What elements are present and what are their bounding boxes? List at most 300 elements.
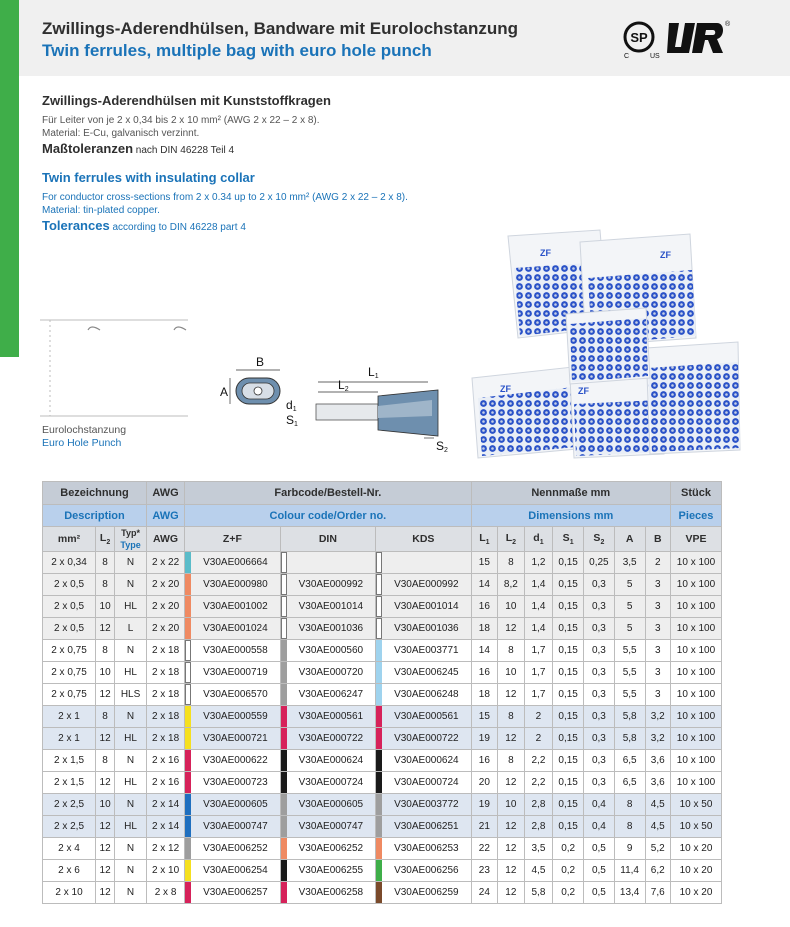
- table-cell: 10: [96, 596, 115, 618]
- section-heading-en: Twin ferrules with insulating collar: [42, 170, 255, 185]
- tolerances-de: Maßtoleranzen nach DIN 46228 Teil 4: [42, 141, 235, 156]
- col-header-colour: Colour code/Order no.: [185, 505, 471, 527]
- svg-text:L1: L1: [368, 365, 379, 380]
- table-cell: 2 x 0,5: [43, 618, 96, 640]
- table-cell: HL: [115, 662, 147, 684]
- table-cell: 12: [498, 728, 525, 750]
- table-cell: 0,5: [584, 882, 615, 904]
- table-cell: 0,15: [553, 772, 584, 794]
- table-cell: 12: [96, 684, 115, 706]
- col-header-dimensions: Dimensions mm: [471, 505, 670, 527]
- material-en: Material: tin-plated copper.: [42, 205, 160, 216]
- table-cell: 2 x 20: [146, 596, 184, 618]
- table-cell: 8: [498, 750, 525, 772]
- order-number-cell: V30AE000561: [376, 706, 472, 728]
- table-row: [43, 882, 722, 904]
- table-cell: 20: [471, 772, 498, 794]
- table-cell: 0,15: [553, 574, 584, 596]
- col-header-awg-en: AWG: [146, 505, 184, 527]
- table-cell: 2 x 14: [146, 816, 184, 838]
- table-cell: 2 x 6: [43, 860, 96, 882]
- table-cell: 0,3: [584, 618, 615, 640]
- svg-text:ZF: ZF: [578, 386, 589, 396]
- table-cell: 2 x 0,75: [43, 662, 96, 684]
- table-cell: 10 x 100: [670, 552, 721, 574]
- order-number-cell: V30AE000605: [280, 794, 375, 816]
- column-label: $d_1$: [524, 527, 553, 552]
- table-cell: 2 x 1,5: [43, 772, 96, 794]
- table-cell: 3,5: [614, 552, 645, 574]
- table-cell: 23: [471, 860, 498, 882]
- column-label: $L_1$: [471, 527, 498, 552]
- table-cell: 2 x 16: [146, 772, 184, 794]
- table-cell: 5: [614, 618, 645, 640]
- order-number-cell: V30AE006251: [376, 816, 472, 838]
- table-row: [43, 860, 722, 882]
- table-cell: 0,25: [584, 552, 615, 574]
- table-cell: 10 x 50: [670, 794, 721, 816]
- table-cell: 12: [96, 772, 115, 794]
- table-cell: 0,15: [553, 706, 584, 728]
- order-number-cell: V30AE000624: [376, 750, 472, 772]
- table-cell: 2 x 2,5: [43, 816, 96, 838]
- order-number-cell: V30AE000721: [185, 728, 280, 750]
- table-cell: 10 x 100: [670, 772, 721, 794]
- table-cell: 12: [498, 838, 525, 860]
- table-cell: N: [115, 574, 147, 596]
- table-cell: 16: [471, 596, 498, 618]
- table-cell: 10 x 100: [670, 662, 721, 684]
- order-number-cell: V30AE000980: [185, 574, 280, 596]
- table-cell: 2 x 4: [43, 838, 96, 860]
- material-de: Material: E-Cu, galvanisch verzinnt.: [42, 128, 200, 139]
- table-cell: 3: [645, 684, 670, 706]
- col-header-nennmasse: Nennmaße mm: [471, 482, 670, 505]
- table-cell: 0,3: [584, 772, 615, 794]
- table-cell: 0,15: [553, 816, 584, 838]
- column-label: KDS: [376, 527, 472, 552]
- table-cell: 2 x 0,5: [43, 574, 96, 596]
- table-cell: 1,7: [524, 662, 553, 684]
- order-number-cell: V30AE000723: [185, 772, 280, 794]
- table-cell: 1,7: [524, 640, 553, 662]
- table-cell: 2,2: [524, 750, 553, 772]
- order-number-cell: V30AE001002: [185, 596, 280, 618]
- table-cell: 0,15: [553, 728, 584, 750]
- table-cell: 2 x 22: [146, 552, 184, 574]
- table-cell: 0,5: [584, 838, 615, 860]
- order-number-cell: V30AE003772: [376, 794, 472, 816]
- table-cell: 5,5: [614, 662, 645, 684]
- hang-hole-icon: [88, 327, 100, 330]
- table-cell: N: [115, 794, 147, 816]
- col-header-bezeichnung: Bezeichnung: [43, 482, 147, 505]
- accent-bar: [0, 0, 19, 357]
- svg-text:ZF: ZF: [660, 250, 671, 260]
- svg-text:C: C: [624, 53, 630, 59]
- table-column-labels: [43, 527, 722, 552]
- table-cell: N: [115, 860, 147, 882]
- euro-hole-punch-diagram: [40, 318, 188, 418]
- table-cell: 2 x 0,34: [43, 552, 96, 574]
- col-header-description: Description: [43, 505, 147, 527]
- table-row: [43, 816, 722, 838]
- table-cell: 2,2: [524, 772, 553, 794]
- table-cell: HL: [115, 816, 147, 838]
- order-number-cell: V30AE006664: [185, 552, 280, 574]
- table-cell: 8: [498, 552, 525, 574]
- table-row: [43, 640, 722, 662]
- product-bags-photo: [470, 228, 742, 460]
- svg-text:SP: SP: [630, 30, 648, 45]
- table-cell: 10: [498, 662, 525, 684]
- table-cell: 10 x 100: [670, 728, 721, 750]
- order-number-cell: V30AE001036: [376, 618, 472, 640]
- table-cell: 8: [614, 816, 645, 838]
- svg-text:ZF: ZF: [540, 248, 551, 258]
- table-cell: 12: [498, 772, 525, 794]
- ferrule-dimension-diagram: [218, 352, 458, 456]
- table-cell: 24: [471, 882, 498, 904]
- table-cell: 10 x 100: [670, 706, 721, 728]
- order-number-cell: V30AE000720: [280, 662, 375, 684]
- table-cell: 1,4: [524, 596, 553, 618]
- table-cell: 8: [614, 794, 645, 816]
- table-cell: 3,2: [645, 728, 670, 750]
- table-cell: 19: [471, 728, 498, 750]
- table-cell: 5,8: [524, 882, 553, 904]
- table-cell: 0,3: [584, 750, 615, 772]
- table-cell: 10 x 20: [670, 838, 721, 860]
- table-cell: 12: [498, 816, 525, 838]
- table-cell: 3,6: [645, 772, 670, 794]
- order-number-cell: V30AE006245: [376, 662, 472, 684]
- table-cell: 12: [498, 882, 525, 904]
- order-number-cell: V30AE006257: [185, 882, 280, 904]
- table-cell: 8,2: [498, 574, 525, 596]
- table-cell: 1,4: [524, 574, 553, 596]
- table-cell: 3: [645, 574, 670, 596]
- table-cell: 14: [471, 640, 498, 662]
- order-number-cell: V30AE000992: [280, 574, 375, 596]
- table-cell: 12: [96, 816, 115, 838]
- table-cell: 8: [96, 552, 115, 574]
- table-cell: 3,5: [524, 838, 553, 860]
- table-cell: 5,5: [614, 640, 645, 662]
- table-cell: N: [115, 640, 147, 662]
- table-cell: 2,8: [524, 816, 553, 838]
- table-header-en: [43, 505, 722, 527]
- table-cell: 0,15: [553, 684, 584, 706]
- svg-text:®: ®: [725, 21, 731, 28]
- column-label: VPE: [670, 527, 721, 552]
- table-cell: 7,6: [645, 882, 670, 904]
- order-number-cell: V30AE000558: [185, 640, 280, 662]
- order-number-cell: V30AE000622: [185, 750, 280, 772]
- table-cell: 0,15: [553, 794, 584, 816]
- table-cell: 2 x 16: [146, 750, 184, 772]
- table-cell: 12: [96, 618, 115, 640]
- table-cell: 19: [471, 794, 498, 816]
- order-number-cell: V30AE000724: [376, 772, 472, 794]
- table-cell: 3: [645, 662, 670, 684]
- order-number-cell: V30AE006253: [376, 838, 472, 860]
- order-number-cell: V30AE006252: [280, 838, 375, 860]
- table-cell: 1,2: [524, 552, 553, 574]
- table-cell: 3,2: [645, 706, 670, 728]
- table-cell: 0,4: [584, 816, 615, 838]
- table-cell: 8: [498, 706, 525, 728]
- table-row: [43, 728, 722, 750]
- table-cell: 18: [471, 618, 498, 640]
- table-cell: 0,15: [553, 618, 584, 640]
- table-row: [43, 750, 722, 772]
- csa-mark-icon: [624, 23, 660, 59]
- table-cell: HL: [115, 772, 147, 794]
- order-number-cell: V30AE000560: [280, 640, 375, 662]
- table-cell: 2 x 0,5: [43, 596, 96, 618]
- column-label: $L_2$: [96, 527, 115, 552]
- table-cell: 10: [498, 794, 525, 816]
- order-number-cell: V30AE000992: [376, 574, 472, 596]
- column-label: B: [645, 527, 670, 552]
- table-cell: 2 x 20: [146, 618, 184, 640]
- table-row: [43, 596, 722, 618]
- svg-text:B: B: [256, 355, 265, 369]
- table-cell: 8: [96, 706, 115, 728]
- table-cell: 8: [498, 640, 525, 662]
- order-number-cell: V30AE006256: [376, 860, 472, 882]
- table-cell: 12: [498, 618, 525, 640]
- conductor-range-en: For conductor cross-sections from 2 x 0.34 up to 2 x 10 mm² (AWG 2 x 22 – 2 x 8).: [42, 192, 408, 203]
- table-cell: 2 x 2,5: [43, 794, 96, 816]
- table-cell: 5,8: [614, 706, 645, 728]
- table-cell: 0,2: [553, 860, 584, 882]
- table-cell: 2 x 18: [146, 684, 184, 706]
- table-cell: HL: [115, 728, 147, 750]
- table-row: [43, 706, 722, 728]
- table-cell: 10 x 100: [670, 684, 721, 706]
- table-cell: 2: [524, 728, 553, 750]
- table-cell: 2 x 8: [146, 882, 184, 904]
- table-cell: 5: [614, 596, 645, 618]
- order-number-cell: V30AE006259: [376, 882, 472, 904]
- table-cell: 2 x 12: [146, 838, 184, 860]
- order-number-cell: V30AE000624: [280, 750, 375, 772]
- column-label: Z+F: [185, 527, 280, 552]
- order-number-cell: V30AE000605: [185, 794, 280, 816]
- col-header-farbcode: Farbcode/Bestell-Nr.: [185, 482, 471, 505]
- order-number-cell: V30AE000747: [280, 816, 375, 838]
- table-cell: L: [115, 618, 147, 640]
- order-number-cell: [376, 552, 472, 574]
- order-number-cell: V30AE006570: [185, 684, 280, 706]
- table-cell: N: [115, 552, 147, 574]
- table-cell: 9: [614, 838, 645, 860]
- table-cell: 0,3: [584, 706, 615, 728]
- table-cell: 10 x 100: [670, 596, 721, 618]
- column-label: $S_2$: [584, 527, 615, 552]
- table-row: [43, 552, 722, 574]
- ul-recognized-icon: [667, 20, 731, 53]
- order-number-cell: [280, 552, 375, 574]
- table-cell: 12: [498, 684, 525, 706]
- order-number-cell: V30AE000719: [185, 662, 280, 684]
- table-row: [43, 618, 722, 640]
- product-table: [42, 481, 722, 904]
- table-cell: 0,2: [553, 882, 584, 904]
- order-number-cell: V30AE001036: [280, 618, 375, 640]
- table-cell: 2 x 20: [146, 574, 184, 596]
- table-cell: 0,4: [584, 794, 615, 816]
- table-cell: 12: [96, 882, 115, 904]
- order-number-cell: V30AE000561: [280, 706, 375, 728]
- table-cell: 0,3: [584, 596, 615, 618]
- table-cell: 10 x 100: [670, 618, 721, 640]
- table-cell: 10 x 20: [670, 882, 721, 904]
- table-cell: N: [115, 838, 147, 860]
- column-label: AWG: [146, 527, 184, 552]
- svg-text:L2: L2: [338, 378, 349, 393]
- order-number-cell: V30AE006254: [185, 860, 280, 882]
- table-cell: 8: [96, 750, 115, 772]
- table-row: [43, 662, 722, 684]
- table-cell: 2: [524, 706, 553, 728]
- table-cell: 6,5: [614, 750, 645, 772]
- table-cell: 14: [471, 574, 498, 596]
- table-cell: 0,3: [584, 684, 615, 706]
- punch-label-de: Eurolochstanzung: [42, 424, 127, 436]
- table-cell: 10 x 100: [670, 640, 721, 662]
- table-cell: 0,3: [584, 640, 615, 662]
- table-cell: 16: [471, 750, 498, 772]
- table-cell: 0,15: [553, 596, 584, 618]
- svg-text:S1: S1: [286, 413, 298, 428]
- column-label: $S_1$: [553, 527, 584, 552]
- table-cell: 3: [645, 640, 670, 662]
- table-cell: 2: [645, 552, 670, 574]
- table-cell: 4,5: [645, 794, 670, 816]
- table-cell: 12: [498, 860, 525, 882]
- table-cell: 5,8: [614, 728, 645, 750]
- table-cell: 0,15: [553, 662, 584, 684]
- order-number-cell: V30AE001014: [376, 596, 472, 618]
- order-number-cell: V30AE000724: [280, 772, 375, 794]
- order-number-cell: V30AE000559: [185, 706, 280, 728]
- table-cell: 4,5: [524, 860, 553, 882]
- table-row: [43, 838, 722, 860]
- table-cell: 2 x 1: [43, 706, 96, 728]
- table-cell: 2 x 18: [146, 662, 184, 684]
- table-cell: 2 x 1: [43, 728, 96, 750]
- table-cell: 18: [471, 684, 498, 706]
- table-cell: 21: [471, 816, 498, 838]
- table-cell: 0,3: [584, 728, 615, 750]
- table-cell: 1,7: [524, 684, 553, 706]
- table-cell: 0,5: [584, 860, 615, 882]
- table-cell: 2,8: [524, 794, 553, 816]
- table-cell: 2 x 0,75: [43, 640, 96, 662]
- table-cell: 5,5: [614, 684, 645, 706]
- svg-text:ZF: ZF: [500, 384, 511, 394]
- table-row: [43, 684, 722, 706]
- table-cell: 2 x 18: [146, 728, 184, 750]
- column-label: $L_2$: [498, 527, 525, 552]
- svg-text:S2: S2: [436, 439, 448, 454]
- table-header-de: [43, 482, 722, 505]
- table-cell: 10 x 100: [670, 574, 721, 596]
- table-row: [43, 574, 722, 596]
- order-number-cell: V30AE000722: [376, 728, 472, 750]
- table-cell: 2 x 1,5: [43, 750, 96, 772]
- ferrule-front-view-icon: [220, 355, 280, 404]
- table-cell: N: [115, 750, 147, 772]
- order-number-cell: V30AE006248: [376, 684, 472, 706]
- table-cell: 8: [96, 640, 115, 662]
- conductor-range-de: Für Leiter von je 2 x 0,34 bis 2 x 10 mm² (AWG 2 x 22 – 2 x 8).: [42, 115, 320, 126]
- col-header-pieces: Pieces: [670, 505, 721, 527]
- order-number-cell: V30AE006255: [280, 860, 375, 882]
- table-cell: 4,5: [645, 816, 670, 838]
- table-cell: N: [115, 882, 147, 904]
- table-cell: 0,2: [553, 838, 584, 860]
- table-cell: 10: [96, 794, 115, 816]
- table-cell: 6,5: [614, 772, 645, 794]
- table-cell: 0,15: [553, 750, 584, 772]
- bag-icon: [646, 342, 740, 454]
- table-cell: 3,6: [645, 750, 670, 772]
- table-cell: 22: [471, 838, 498, 860]
- column-label: A: [614, 527, 645, 552]
- order-number-cell: V30AE006252: [185, 838, 280, 860]
- page-title-de: Zwillings-Aderendhülsen, Bandware mit Eurolochstanzung: [42, 19, 519, 38]
- page-title-en: Twin ferrules, multiple bag with euro hole punch: [42, 41, 432, 60]
- punch-label-en: Euro Hole Punch: [42, 437, 122, 449]
- table-cell: 16: [471, 662, 498, 684]
- table-cell: HLS: [115, 684, 147, 706]
- table-cell: 5,2: [645, 838, 670, 860]
- table-cell: 2 x 10: [43, 882, 96, 904]
- svg-text:A: A: [220, 385, 229, 399]
- table-cell: 15: [471, 552, 498, 574]
- table-cell: 2 x 18: [146, 706, 184, 728]
- order-number-cell: V30AE000722: [280, 728, 375, 750]
- table-cell: 10 x 100: [670, 750, 721, 772]
- table-cell: 15: [471, 706, 498, 728]
- table-cell: 2 x 0,75: [43, 684, 96, 706]
- order-number-cell: V30AE006258: [280, 882, 375, 904]
- table-cell: 8: [96, 574, 115, 596]
- order-number-cell: V30AE003771: [376, 640, 472, 662]
- order-number-cell: V30AE000747: [185, 816, 280, 838]
- table-cell: 5: [614, 574, 645, 596]
- table-cell: 2 x 10: [146, 860, 184, 882]
- table-cell: 2 x 18: [146, 640, 184, 662]
- table-cell: 10: [498, 596, 525, 618]
- table-cell: 6,2: [645, 860, 670, 882]
- svg-text:US: US: [650, 53, 660, 59]
- order-number-cell: V30AE001014: [280, 596, 375, 618]
- table-cell: 3: [645, 618, 670, 640]
- table-cell: 11,4: [614, 860, 645, 882]
- table-cell: 3: [645, 596, 670, 618]
- table-cell: 0,15: [553, 552, 584, 574]
- column-label: Typ* Type: [115, 527, 147, 552]
- table-cell: 12: [96, 838, 115, 860]
- table-cell: 0,3: [584, 574, 615, 596]
- certification-logos: [621, 17, 741, 59]
- table-cell: 10: [96, 662, 115, 684]
